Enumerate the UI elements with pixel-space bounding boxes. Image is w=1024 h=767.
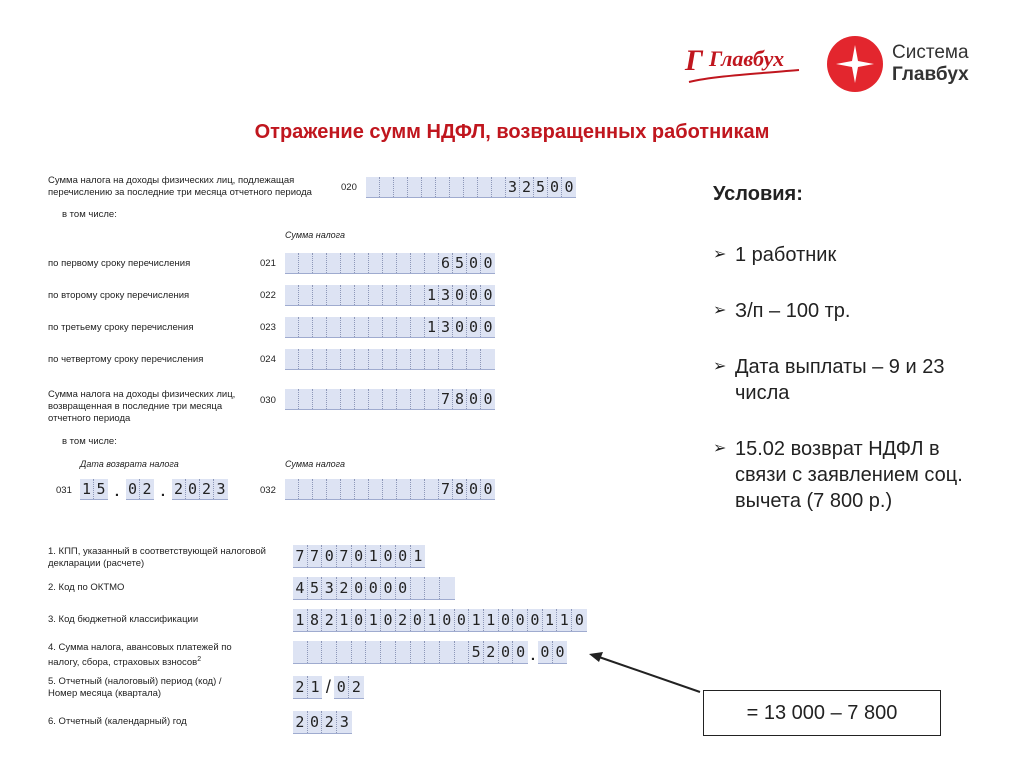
digit-cell xyxy=(411,479,425,499)
digit-cell: 0 xyxy=(574,611,584,629)
row031-sep1: . xyxy=(114,483,120,500)
digit-cell: 5 xyxy=(96,480,106,498)
kpp-cells xyxy=(293,545,425,568)
digit-cell xyxy=(285,285,299,305)
digit-cell xyxy=(341,389,355,409)
digit-cell: 0 xyxy=(483,318,493,336)
digit-cell: 1 xyxy=(80,479,94,499)
digit-cell: 2 xyxy=(200,479,214,499)
digit-cell xyxy=(366,641,381,663)
row030-code: 030 xyxy=(260,395,276,406)
svg-text:Г: Г xyxy=(685,44,704,77)
digit-cell: 0 xyxy=(483,390,493,408)
digit-cell xyxy=(313,253,327,273)
digit-cell: 2 xyxy=(293,711,308,733)
digit-cell: 3 xyxy=(339,713,349,731)
digit-cell xyxy=(425,349,439,369)
digit-cell xyxy=(327,317,341,337)
sum-cells xyxy=(293,641,528,664)
digit-cell xyxy=(341,479,355,499)
digit-cell xyxy=(341,317,355,337)
period-sep: / xyxy=(325,677,331,697)
digit-cell xyxy=(440,577,455,599)
digit-cell xyxy=(464,177,478,197)
digit-cell: 2 xyxy=(172,479,186,499)
digit-cell xyxy=(467,349,481,369)
bullet-arrow-icon: ➢ xyxy=(713,358,727,375)
kpp-label: 1. КПП, указанный в соответствующей налоговой декларации (расчете) xyxy=(48,546,266,569)
digit-cell: 0 xyxy=(126,479,140,499)
digit-cell: 2 xyxy=(293,676,308,698)
sum-sep: . xyxy=(530,647,536,664)
digit-cell: 1 xyxy=(425,609,440,631)
digit-cell xyxy=(341,253,355,273)
digit-cell xyxy=(478,177,492,197)
digit-cell: 1 xyxy=(543,609,558,631)
digit-cell: 0 xyxy=(308,711,323,733)
digit-cell: 2 xyxy=(337,577,352,599)
digit-cell: 0 xyxy=(483,286,493,304)
digit-cell: 0 xyxy=(555,643,565,661)
bullet-arrow-icon: ➢ xyxy=(713,440,727,457)
condition-item: ➢ З/п – 100 тр. xyxy=(713,300,851,322)
row021-cells xyxy=(285,253,495,274)
digit-cell: 1 xyxy=(484,609,499,631)
digit-cell: 5 xyxy=(308,577,323,599)
digit-cell xyxy=(422,177,436,197)
glavbukh-logo-text: Главбух xyxy=(709,46,785,71)
page-title: Отражение сумм НДФЛ, возвращенных работникам xyxy=(254,121,770,143)
digit-cell: 6 xyxy=(439,253,453,273)
digit-cell: 0 xyxy=(516,643,526,661)
row031-code: 031 xyxy=(56,485,72,496)
digit-cell: 7 xyxy=(293,545,308,567)
digit-cell xyxy=(313,389,327,409)
digit-cell: 0 xyxy=(334,676,349,698)
col-header-date: Дата возврата налога xyxy=(80,459,179,469)
digit-cell: 0 xyxy=(548,177,562,197)
digit-cell: 1 xyxy=(469,609,484,631)
sistema-line2: Главбух xyxy=(892,64,969,85)
digit-cell xyxy=(366,177,380,197)
digit-cell: 0 xyxy=(396,577,411,599)
row022-cells xyxy=(285,285,495,306)
oktmo-label: 2. Код по ОКТМО xyxy=(48,582,125,593)
row021-code: 021 xyxy=(260,258,276,269)
row031-day xyxy=(80,479,108,500)
digit-cell xyxy=(299,389,313,409)
digit-cell: 5 xyxy=(534,177,548,197)
row032-cells xyxy=(285,479,495,500)
digit-cell: 0 xyxy=(411,609,426,631)
digit-cell xyxy=(381,641,396,663)
col-header-sum-2: Сумма налога xyxy=(285,459,346,469)
digit-cell: 3 xyxy=(216,480,226,498)
row031-sep2: . xyxy=(160,483,166,500)
sistema-star-icon xyxy=(826,35,884,93)
digit-cell xyxy=(299,253,313,273)
digit-cell: 0 xyxy=(564,178,574,196)
digit-cell xyxy=(453,349,467,369)
digit-cell xyxy=(492,177,506,197)
digit-cell xyxy=(408,177,422,197)
period-a-cells xyxy=(293,676,322,699)
digit-cell xyxy=(337,641,352,663)
digit-cell xyxy=(394,177,408,197)
digit-cell xyxy=(397,349,411,369)
digit-cell: 1 xyxy=(425,317,439,337)
conditions-list xyxy=(713,242,1003,514)
digit-cell: 1 xyxy=(337,609,352,631)
row031-year xyxy=(172,479,228,500)
digit-cell xyxy=(455,641,470,663)
digit-cell: 3 xyxy=(506,177,520,197)
row021-label: по первому сроку перечисления xyxy=(48,258,191,269)
row020-code: 020 xyxy=(341,182,357,193)
digit-cell: 0 xyxy=(352,609,367,631)
digit-cell: 8 xyxy=(308,609,323,631)
sum-kop-cells xyxy=(538,641,567,664)
digit-cell xyxy=(396,641,411,663)
digit-cell xyxy=(327,285,341,305)
digit-cell: 2 xyxy=(351,678,361,696)
digit-cell xyxy=(383,479,397,499)
digit-cell xyxy=(293,641,308,663)
row020-label: Сумма налога на доходы физических лиц, подлежащая перечислению за последние три месяца отчетного периода xyxy=(48,175,312,198)
digit-cell xyxy=(327,349,341,369)
row030-label: Сумма налога на доходы физических лиц, возвращенная в последние три месяца отчетного периода xyxy=(48,389,236,424)
sum-label: 4. Сумма налога, авансовых платежей по налогу, сбора, страховых взносов$^2$ xyxy=(48,642,232,669)
digit-cell xyxy=(341,349,355,369)
digit-cell xyxy=(450,177,464,197)
digit-cell: 0 xyxy=(467,285,481,305)
glavbukh-logo xyxy=(683,30,803,88)
digit-cell: 0 xyxy=(322,545,337,567)
period-b-cells xyxy=(334,676,363,699)
digit-cell xyxy=(313,479,327,499)
period-label: 5. Отчетный (налоговый) период (код) / Номер месяца (квартала) xyxy=(48,676,222,699)
digit-cell xyxy=(352,641,367,663)
digit-cell xyxy=(299,317,313,337)
formula-box: = 13 000 – 7 800 xyxy=(703,690,941,736)
digit-cell xyxy=(481,349,495,369)
col-header-sum: Сумма налога xyxy=(285,230,346,240)
row022-code: 022 xyxy=(260,290,276,301)
digit-cell: 7 xyxy=(308,545,323,567)
digit-cell xyxy=(322,641,337,663)
digit-cell xyxy=(411,389,425,409)
digit-cell: 0 xyxy=(455,609,470,631)
digit-cell: 2 xyxy=(484,641,499,663)
digit-cell: 2 xyxy=(322,609,337,631)
row031-month xyxy=(126,479,154,500)
digit-cell xyxy=(285,317,299,337)
digit-cell: 0 xyxy=(467,389,481,409)
digit-cell xyxy=(369,285,383,305)
digit-cell: 0 xyxy=(528,609,543,631)
row024-cells xyxy=(285,349,495,370)
digit-cell xyxy=(383,349,397,369)
digit-cell: 7 xyxy=(439,389,453,409)
digit-cell xyxy=(313,285,327,305)
bullet-arrow-icon: ➢ xyxy=(713,246,727,263)
digit-cell: 1 xyxy=(366,609,381,631)
digit-cell xyxy=(299,479,313,499)
digit-cell: 3 xyxy=(322,577,337,599)
digit-cell xyxy=(397,389,411,409)
digit-cell: 8 xyxy=(453,389,467,409)
digit-cell: 0 xyxy=(352,577,367,599)
digit-cell xyxy=(440,641,455,663)
digit-cell xyxy=(383,389,397,409)
digit-cell xyxy=(327,479,341,499)
digit-cell: 0 xyxy=(483,254,493,272)
sistema-glavbukh-logo xyxy=(826,35,969,93)
digit-cell: 0 xyxy=(467,479,481,499)
digit-cell xyxy=(380,177,394,197)
digit-cell: 3 xyxy=(439,285,453,305)
digit-cell: 1 xyxy=(557,609,572,631)
digit-cell xyxy=(436,177,450,197)
digit-cell xyxy=(355,349,369,369)
digit-cell xyxy=(425,577,440,599)
in-that-number-2: в том числе: xyxy=(62,436,117,447)
row024-label: по четвертому сроку перечисления xyxy=(48,354,204,365)
digit-cell: 0 xyxy=(453,285,467,305)
digit-cell xyxy=(411,641,426,663)
row020-cells xyxy=(366,177,576,198)
digit-cell: 0 xyxy=(352,545,367,567)
digit-cell xyxy=(299,349,313,369)
digit-cell xyxy=(411,317,425,337)
digit-cell xyxy=(369,253,383,273)
digit-cell: 2 xyxy=(396,609,411,631)
digit-cell xyxy=(411,577,426,599)
digit-cell xyxy=(425,479,439,499)
digit-cell xyxy=(383,253,397,273)
row030-cells xyxy=(285,389,495,410)
row024-code: 024 xyxy=(260,354,276,365)
row022-label: по второму сроку перечисления xyxy=(48,290,190,301)
digit-cell xyxy=(285,349,299,369)
digit-cell: 1 xyxy=(425,285,439,305)
digit-cell: 0 xyxy=(381,545,396,567)
digit-cell: 0 xyxy=(483,480,493,498)
digit-cell: 5 xyxy=(453,253,467,273)
digit-cell: 2 xyxy=(142,480,152,498)
digit-cell xyxy=(411,285,425,305)
row023-code: 023 xyxy=(260,322,276,333)
digit-cell: 0 xyxy=(453,317,467,337)
condition-item: ➢ 1 работник xyxy=(713,244,837,266)
bullet-arrow-icon: ➢ xyxy=(713,302,727,319)
digit-cell xyxy=(383,317,397,337)
digit-cell: 8 xyxy=(453,479,467,499)
digit-cell xyxy=(355,253,369,273)
digit-cell: 0 xyxy=(513,609,528,631)
digit-cell: 0 xyxy=(440,609,455,631)
digit-cell: 5 xyxy=(469,641,484,663)
digit-cell: 2 xyxy=(322,711,337,733)
sistema-line1: Система xyxy=(892,42,969,63)
digit-cell xyxy=(397,285,411,305)
digit-cell xyxy=(355,389,369,409)
digit-cell xyxy=(411,253,425,273)
sum-value xyxy=(293,641,567,664)
digit-cell: 7 xyxy=(337,545,352,567)
digit-cell xyxy=(425,253,439,273)
digit-cell: 0 xyxy=(186,479,200,499)
digit-cell xyxy=(411,349,425,369)
digit-cell: 2 xyxy=(520,177,534,197)
digit-cell: 3 xyxy=(439,317,453,337)
digit-cell xyxy=(425,389,439,409)
digit-cell xyxy=(383,285,397,305)
digit-cell xyxy=(327,389,341,409)
digit-cell xyxy=(313,349,327,369)
digit-cell: 0 xyxy=(366,577,381,599)
digit-cell xyxy=(369,389,383,409)
period-value xyxy=(293,676,364,699)
row023-label: по третьему сроку перечисления xyxy=(48,322,194,333)
conditions-heading: Условия: xyxy=(713,183,803,205)
digit-cell: 1 xyxy=(310,678,320,696)
row032-code: 032 xyxy=(260,485,276,496)
digit-cell: 0 xyxy=(467,253,481,273)
digit-cell: 0 xyxy=(396,545,411,567)
digit-cell xyxy=(299,285,313,305)
in-that-number: в том числе: xyxy=(62,209,117,220)
digit-cell xyxy=(397,253,411,273)
digit-cell: 0 xyxy=(381,609,396,631)
condition-item: ➢ 15.02 возврат НДФЛ в связи с заявлением соц. вычета (7 800 р.) xyxy=(713,438,963,512)
digit-cell xyxy=(285,479,299,499)
digit-cell xyxy=(369,479,383,499)
digit-cell xyxy=(341,285,355,305)
digit-cell xyxy=(355,317,369,337)
digit-cell: 7 xyxy=(439,479,453,499)
digit-cell xyxy=(313,317,327,337)
row031-date xyxy=(80,479,228,500)
row023-cells xyxy=(285,317,495,338)
digit-cell xyxy=(308,641,323,663)
arrow-to-sum xyxy=(585,648,705,696)
digit-cell xyxy=(439,349,453,369)
digit-cell xyxy=(285,253,299,273)
digit-cell: 1 xyxy=(366,545,381,567)
digit-cell xyxy=(355,285,369,305)
digit-cell: 0 xyxy=(499,609,514,631)
digit-cell xyxy=(397,479,411,499)
digit-cell xyxy=(369,349,383,369)
year-label: 6. Отчетный (календарный) год xyxy=(48,716,187,727)
digit-cell xyxy=(355,479,369,499)
digit-cell xyxy=(369,317,383,337)
digit-cell: 0 xyxy=(538,641,553,663)
digit-cell xyxy=(285,389,299,409)
sum-footnote: 2 xyxy=(197,656,202,663)
digit-cell xyxy=(327,253,341,273)
digit-cell: 0 xyxy=(381,577,396,599)
condition-item: ➢ Дата выплаты – 9 и 23 числа xyxy=(713,356,945,404)
digit-cell: 1 xyxy=(413,547,423,565)
digit-cell: 0 xyxy=(499,641,514,663)
year-cells xyxy=(293,711,352,734)
kbk-cells xyxy=(293,609,587,632)
digit-cell: 1 xyxy=(293,609,308,631)
kbk-label: 3. Код бюджетной классификации xyxy=(48,614,199,625)
digit-cell xyxy=(425,641,440,663)
digit-cell: 0 xyxy=(467,317,481,337)
digit-cell xyxy=(397,317,411,337)
oktmo-cells xyxy=(293,577,455,600)
digit-cell: 4 xyxy=(293,577,308,599)
